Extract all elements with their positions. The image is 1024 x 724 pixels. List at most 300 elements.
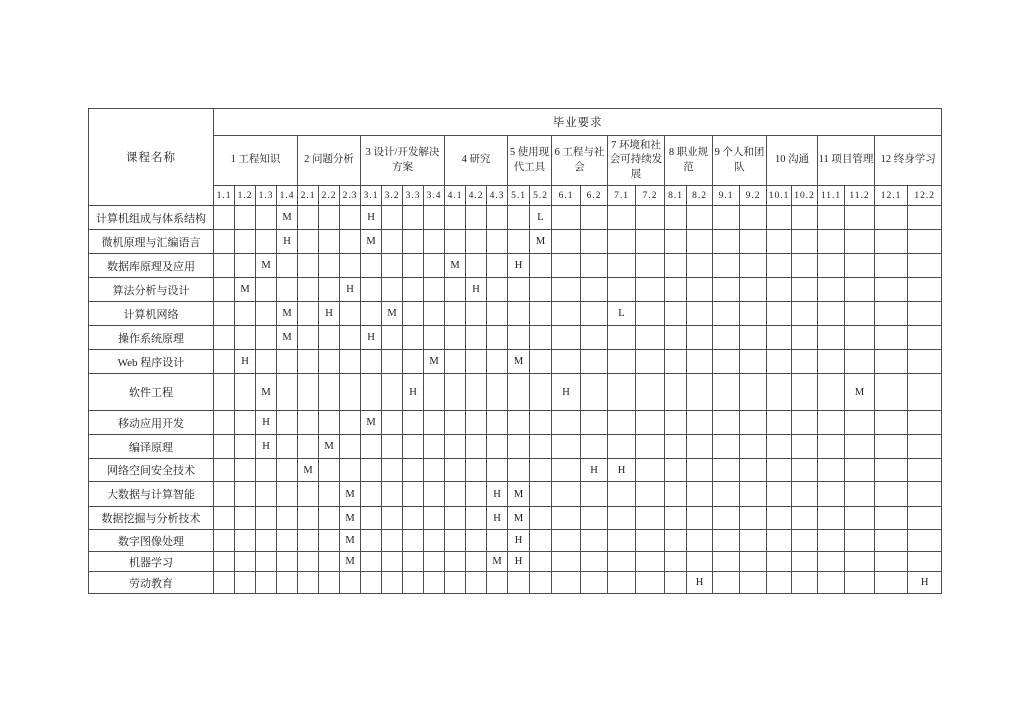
empty-cell-6.1 xyxy=(552,552,581,572)
mark-cell-4.3: H xyxy=(487,507,508,530)
empty-cell-10.2 xyxy=(792,254,818,278)
empty-cell-4.3 xyxy=(487,230,508,254)
empty-cell-10.1 xyxy=(767,206,792,230)
empty-cell-2.3 xyxy=(340,254,361,278)
empty-cell-7.2 xyxy=(636,507,665,530)
empty-cell-11.2 xyxy=(845,459,875,482)
empty-cell-5.2 xyxy=(530,411,552,435)
empty-cell-2.2 xyxy=(319,482,340,507)
empty-cell-1.1 xyxy=(214,374,235,411)
empty-cell-6.1 xyxy=(552,326,581,350)
empty-cell-4.1 xyxy=(445,482,466,507)
empty-cell-11.2 xyxy=(845,552,875,572)
requirement-group-header-11: 11 项目管理 xyxy=(818,136,875,186)
empty-cell-8.1 xyxy=(665,350,687,374)
empty-cell-7.2 xyxy=(636,254,665,278)
empty-cell-1.1 xyxy=(214,530,235,552)
requirement-index-4.1: 4.1 xyxy=(445,186,466,206)
empty-cell-12.1 xyxy=(875,411,908,435)
empty-cell-11.1 xyxy=(818,482,845,507)
requirement-group-header-10: 10 沟通 xyxy=(767,136,818,186)
empty-cell-4.3 xyxy=(487,572,508,594)
empty-cell-8.1 xyxy=(665,374,687,411)
empty-cell-3.1 xyxy=(361,374,382,411)
empty-cell-1.2 xyxy=(235,411,256,435)
empty-cell-12.1 xyxy=(875,459,908,482)
empty-cell-7.2 xyxy=(636,459,665,482)
empty-cell-10.1 xyxy=(767,350,792,374)
empty-cell-1.3 xyxy=(256,482,277,507)
empty-cell-11.2 xyxy=(845,572,875,594)
course-name-cell: 机器学习 xyxy=(89,552,214,572)
empty-cell-10.1 xyxy=(767,572,792,594)
empty-cell-11.1 xyxy=(818,572,845,594)
empty-cell-9.2 xyxy=(740,530,767,552)
empty-cell-4.2 xyxy=(466,350,487,374)
requirement-index-10.1: 10.1 xyxy=(767,186,792,206)
empty-cell-2.3 xyxy=(340,206,361,230)
requirement-group-header-9: 9 个人和团队 xyxy=(713,136,767,186)
mark-cell-5.1: H xyxy=(508,552,530,572)
empty-cell-12.2 xyxy=(908,459,942,482)
empty-cell-5.2 xyxy=(530,350,552,374)
requirement-group-header-5: 5 使用现代工具 xyxy=(508,136,552,186)
empty-cell-10.2 xyxy=(792,350,818,374)
empty-cell-2.1 xyxy=(298,254,319,278)
empty-cell-2.1 xyxy=(298,230,319,254)
empty-cell-11.1 xyxy=(818,326,845,350)
empty-cell-7.1 xyxy=(608,206,636,230)
requirement-index-9.1: 9.1 xyxy=(713,186,740,206)
empty-cell-3.4 xyxy=(424,411,445,435)
empty-cell-12.1 xyxy=(875,254,908,278)
mark-cell-1.4: M xyxy=(277,302,298,326)
empty-cell-4.2 xyxy=(466,435,487,459)
course-name-cell: 大数据与计算智能 xyxy=(89,482,214,507)
empty-cell-9.1 xyxy=(713,206,740,230)
empty-cell-7.2 xyxy=(636,350,665,374)
empty-cell-2.3 xyxy=(340,302,361,326)
course-name-cell: 算法分析与设计 xyxy=(89,278,214,302)
mark-cell-5.1: M xyxy=(508,350,530,374)
empty-cell-1.2 xyxy=(235,507,256,530)
empty-cell-7.2 xyxy=(636,435,665,459)
empty-cell-3.2 xyxy=(382,552,403,572)
course-row xyxy=(89,435,942,459)
empty-cell-3.1 xyxy=(361,278,382,302)
empty-cell-10.1 xyxy=(767,326,792,350)
empty-cell-12.2 xyxy=(908,435,942,459)
mark-cell-1.2: H xyxy=(235,350,256,374)
empty-cell-3.4 xyxy=(424,230,445,254)
empty-cell-4.1 xyxy=(445,206,466,230)
empty-cell-10.1 xyxy=(767,302,792,326)
empty-cell-8.1 xyxy=(665,507,687,530)
empty-cell-8.1 xyxy=(665,572,687,594)
requirement-index-4.3: 4.3 xyxy=(487,186,508,206)
empty-cell-4.2 xyxy=(466,326,487,350)
requirement-index-12.2: 12.2 xyxy=(908,186,942,206)
empty-cell-4.1 xyxy=(445,530,466,552)
empty-cell-11.1 xyxy=(818,206,845,230)
empty-cell-1.3 xyxy=(256,572,277,594)
mark-cell-4.1: M xyxy=(445,254,466,278)
mark-cell-3.1: M xyxy=(361,230,382,254)
empty-cell-12.2 xyxy=(908,278,942,302)
course-row xyxy=(89,411,942,435)
course-name-cell: 操作系统原理 xyxy=(89,326,214,350)
empty-cell-12.2 xyxy=(908,206,942,230)
empty-cell-3.2 xyxy=(382,572,403,594)
empty-cell-12.2 xyxy=(908,552,942,572)
empty-cell-9.2 xyxy=(740,254,767,278)
empty-cell-1.2 xyxy=(235,326,256,350)
empty-cell-7.2 xyxy=(636,552,665,572)
empty-cell-3.4 xyxy=(424,459,445,482)
empty-cell-1.1 xyxy=(214,411,235,435)
empty-cell-9.1 xyxy=(713,459,740,482)
empty-cell-4.2 xyxy=(466,411,487,435)
empty-cell-2.1 xyxy=(298,302,319,326)
empty-cell-3.1 xyxy=(361,350,382,374)
empty-cell-5.1 xyxy=(508,459,530,482)
empty-cell-11.1 xyxy=(818,507,845,530)
mark-cell-8.2: H xyxy=(687,572,713,594)
empty-cell-4.3 xyxy=(487,278,508,302)
empty-cell-8.2 xyxy=(687,435,713,459)
empty-cell-1.2 xyxy=(235,482,256,507)
empty-cell-1.4 xyxy=(277,459,298,482)
empty-cell-11.1 xyxy=(818,350,845,374)
empty-cell-11.1 xyxy=(818,302,845,326)
empty-cell-5.2 xyxy=(530,278,552,302)
empty-cell-11.2 xyxy=(845,302,875,326)
empty-cell-1.3 xyxy=(256,206,277,230)
empty-cell-1.1 xyxy=(214,326,235,350)
empty-cell-7.1 xyxy=(608,230,636,254)
empty-cell-3.2 xyxy=(382,350,403,374)
empty-cell-4.2 xyxy=(466,254,487,278)
mark-cell-1.4: M xyxy=(277,326,298,350)
course-row xyxy=(89,507,942,530)
empty-cell-4.1 xyxy=(445,278,466,302)
empty-cell-8.2 xyxy=(687,206,713,230)
mark-cell-4.3: M xyxy=(487,552,508,572)
empty-cell-3.2 xyxy=(382,411,403,435)
requirement-index-6.2: 6.2 xyxy=(581,186,608,206)
empty-cell-4.3 xyxy=(487,350,508,374)
empty-cell-6.1 xyxy=(552,459,581,482)
mark-cell-1.2: M xyxy=(235,278,256,302)
empty-cell-12.1 xyxy=(875,435,908,459)
empty-cell-12.1 xyxy=(875,374,908,411)
empty-cell-11.2 xyxy=(845,482,875,507)
empty-cell-9.2 xyxy=(740,552,767,572)
requirement-index-9.2: 9.2 xyxy=(740,186,767,206)
empty-cell-12.2 xyxy=(908,326,942,350)
empty-cell-4.2 xyxy=(466,374,487,411)
empty-cell-6.2 xyxy=(581,302,608,326)
empty-cell-4.1 xyxy=(445,552,466,572)
empty-cell-4.2 xyxy=(466,302,487,326)
empty-cell-11.2 xyxy=(845,350,875,374)
empty-cell-3.1 xyxy=(361,302,382,326)
empty-cell-6.1 xyxy=(552,350,581,374)
empty-cell-10.1 xyxy=(767,435,792,459)
mark-cell-2.3: M xyxy=(340,552,361,572)
empty-cell-11.1 xyxy=(818,230,845,254)
empty-cell-8.2 xyxy=(687,411,713,435)
requirement-index-7.1: 7.1 xyxy=(608,186,636,206)
empty-cell-9.2 xyxy=(740,326,767,350)
empty-cell-6.2 xyxy=(581,572,608,594)
empty-cell-6.2 xyxy=(581,552,608,572)
empty-cell-3.2 xyxy=(382,482,403,507)
course-row xyxy=(89,374,942,411)
empty-cell-2.1 xyxy=(298,350,319,374)
empty-cell-12.2 xyxy=(908,411,942,435)
empty-cell-9.1 xyxy=(713,374,740,411)
course-name-cell: 编译原理 xyxy=(89,435,214,459)
requirement-index-1.1: 1.1 xyxy=(214,186,235,206)
empty-cell-3.3 xyxy=(403,230,424,254)
empty-cell-7.1 xyxy=(608,254,636,278)
empty-cell-1.3 xyxy=(256,326,277,350)
mark-cell-2.2: M xyxy=(319,435,340,459)
empty-cell-7.1 xyxy=(608,278,636,302)
empty-cell-10.2 xyxy=(792,302,818,326)
mark-cell-6.1: H xyxy=(552,374,581,411)
requirement-index-5.2: 5.2 xyxy=(530,186,552,206)
empty-cell-3.1 xyxy=(361,572,382,594)
mark-cell-3.1: H xyxy=(361,326,382,350)
mark-cell-12.2: H xyxy=(908,572,942,594)
empty-cell-4.3 xyxy=(487,459,508,482)
empty-cell-3.4 xyxy=(424,435,445,459)
requirement-group-header-3: 3 设计/开发解决方案 xyxy=(361,136,445,186)
empty-cell-5.2 xyxy=(530,374,552,411)
empty-cell-8.2 xyxy=(687,230,713,254)
empty-cell-11.2 xyxy=(845,435,875,459)
requirement-index-1.4: 1.4 xyxy=(277,186,298,206)
empty-cell-12.1 xyxy=(875,572,908,594)
requirement-group-header-8: 8 职业规范 xyxy=(665,136,713,186)
requirement-index-1.3: 1.3 xyxy=(256,186,277,206)
empty-cell-11.1 xyxy=(818,435,845,459)
empty-cell-5.2 xyxy=(530,326,552,350)
empty-cell-9.1 xyxy=(713,482,740,507)
mark-cell-6.2: H xyxy=(581,459,608,482)
empty-cell-7.1 xyxy=(608,326,636,350)
empty-cell-1.2 xyxy=(235,374,256,411)
empty-cell-9.2 xyxy=(740,278,767,302)
empty-cell-1.4 xyxy=(277,530,298,552)
empty-cell-4.3 xyxy=(487,206,508,230)
empty-cell-11.2 xyxy=(845,411,875,435)
course-row xyxy=(89,254,942,278)
empty-cell-2.2 xyxy=(319,530,340,552)
empty-cell-2.1 xyxy=(298,507,319,530)
course-rows xyxy=(89,206,942,594)
empty-cell-6.2 xyxy=(581,206,608,230)
empty-cell-7.1 xyxy=(608,435,636,459)
empty-cell-2.2 xyxy=(319,552,340,572)
mark-cell-1.3: H xyxy=(256,435,277,459)
mark-cell-2.3: M xyxy=(340,482,361,507)
course-name-cell: 数字图像处理 xyxy=(89,530,214,552)
empty-cell-4.1 xyxy=(445,435,466,459)
empty-cell-9.1 xyxy=(713,411,740,435)
empty-cell-4.2 xyxy=(466,482,487,507)
requirement-group-header-7: 7 环境和社会可持续发展 xyxy=(608,136,665,186)
mark-cell-11.2: M xyxy=(845,374,875,411)
empty-cell-12.2 xyxy=(908,374,942,411)
empty-cell-5.2 xyxy=(530,302,552,326)
empty-cell-4.1 xyxy=(445,374,466,411)
empty-cell-8.2 xyxy=(687,254,713,278)
requirement-index-3.3: 3.3 xyxy=(403,186,424,206)
mark-cell-5.1: H xyxy=(508,254,530,278)
course-name-cell: 计算机网络 xyxy=(89,302,214,326)
empty-cell-4.3 xyxy=(487,530,508,552)
empty-cell-8.1 xyxy=(665,459,687,482)
empty-cell-1.1 xyxy=(214,482,235,507)
empty-cell-2.1 xyxy=(298,572,319,594)
course-row xyxy=(89,206,942,230)
empty-cell-10.1 xyxy=(767,254,792,278)
empty-cell-4.2 xyxy=(466,530,487,552)
empty-cell-1.3 xyxy=(256,459,277,482)
empty-cell-9.1 xyxy=(713,278,740,302)
empty-cell-3.2 xyxy=(382,374,403,411)
empty-cell-1.3 xyxy=(256,507,277,530)
empty-cell-9.1 xyxy=(713,254,740,278)
mark-cell-1.4: H xyxy=(277,230,298,254)
empty-cell-10.2 xyxy=(792,206,818,230)
empty-cell-9.1 xyxy=(713,552,740,572)
empty-cell-1.2 xyxy=(235,459,256,482)
empty-cell-8.2 xyxy=(687,552,713,572)
requirement-index-11.1: 11.1 xyxy=(818,186,845,206)
empty-cell-1.2 xyxy=(235,530,256,552)
empty-cell-1.1 xyxy=(214,459,235,482)
empty-cell-5.1 xyxy=(508,572,530,594)
graduation-requirements-banner: 毕业要求 xyxy=(214,109,942,136)
empty-cell-4.3 xyxy=(487,302,508,326)
empty-cell-5.1 xyxy=(508,435,530,459)
empty-cell-1.3 xyxy=(256,552,277,572)
empty-cell-4.1 xyxy=(445,572,466,594)
empty-cell-1.4 xyxy=(277,552,298,572)
empty-cell-2.1 xyxy=(298,530,319,552)
empty-cell-7.1 xyxy=(608,572,636,594)
empty-cell-11.1 xyxy=(818,278,845,302)
empty-cell-8.1 xyxy=(665,326,687,350)
requirement-group-header-12: 12 终身学习 xyxy=(875,136,942,186)
empty-cell-3.1 xyxy=(361,459,382,482)
empty-cell-7.2 xyxy=(636,572,665,594)
empty-cell-7.2 xyxy=(636,530,665,552)
mark-cell-2.3: M xyxy=(340,530,361,552)
empty-cell-4.1 xyxy=(445,302,466,326)
empty-cell-12.2 xyxy=(908,482,942,507)
empty-cell-3.3 xyxy=(403,552,424,572)
mark-cell-3.2: M xyxy=(382,302,403,326)
empty-cell-2.2 xyxy=(319,374,340,411)
empty-cell-7.1 xyxy=(608,411,636,435)
empty-cell-1.4 xyxy=(277,572,298,594)
empty-cell-9.2 xyxy=(740,507,767,530)
empty-cell-2.2 xyxy=(319,350,340,374)
empty-cell-5.1 xyxy=(508,230,530,254)
empty-cell-8.1 xyxy=(665,254,687,278)
empty-cell-7.2 xyxy=(636,482,665,507)
empty-cell-1.4 xyxy=(277,350,298,374)
empty-cell-1.4 xyxy=(277,482,298,507)
requirement-group-header-4: 4 研究 xyxy=(445,136,508,186)
empty-cell-4.1 xyxy=(445,507,466,530)
empty-cell-8.1 xyxy=(665,530,687,552)
course-name-cell: 微机原理与汇编语言 xyxy=(89,230,214,254)
requirement-index-12.1: 12.1 xyxy=(875,186,908,206)
requirement-index-8.2: 8.2 xyxy=(687,186,713,206)
course-name-cell: 移动应用开发 xyxy=(89,411,214,435)
empty-cell-3.3 xyxy=(403,326,424,350)
requirement-index-row xyxy=(89,186,942,206)
empty-cell-1.1 xyxy=(214,350,235,374)
empty-cell-9.1 xyxy=(713,302,740,326)
empty-cell-4.2 xyxy=(466,459,487,482)
empty-cell-2.2 xyxy=(319,206,340,230)
empty-cell-2.2 xyxy=(319,411,340,435)
empty-cell-8.1 xyxy=(665,552,687,572)
empty-cell-6.1 xyxy=(552,230,581,254)
empty-cell-6.2 xyxy=(581,411,608,435)
empty-cell-10.1 xyxy=(767,459,792,482)
empty-cell-7.1 xyxy=(608,507,636,530)
empty-cell-4.1 xyxy=(445,326,466,350)
empty-cell-3.1 xyxy=(361,507,382,530)
empty-cell-10.2 xyxy=(792,572,818,594)
mark-cell-2.3: H xyxy=(340,278,361,302)
empty-cell-6.1 xyxy=(552,572,581,594)
empty-cell-4.3 xyxy=(487,326,508,350)
empty-cell-6.1 xyxy=(552,482,581,507)
course-row xyxy=(89,326,942,350)
requirement-group-row xyxy=(89,136,942,186)
mark-cell-1.3: M xyxy=(256,374,277,411)
course-name-cell: Web 程序设计 xyxy=(89,350,214,374)
empty-cell-3.3 xyxy=(403,530,424,552)
empty-cell-6.2 xyxy=(581,374,608,411)
empty-cell-7.1 xyxy=(608,482,636,507)
empty-cell-5.2 xyxy=(530,459,552,482)
empty-cell-4.2 xyxy=(466,230,487,254)
empty-cell-2.1 xyxy=(298,482,319,507)
empty-cell-4.2 xyxy=(466,552,487,572)
requirement-index-7.2: 7.2 xyxy=(636,186,665,206)
empty-cell-4.2 xyxy=(466,507,487,530)
empty-cell-11.2 xyxy=(845,507,875,530)
empty-cell-12.2 xyxy=(908,254,942,278)
empty-cell-12.2 xyxy=(908,530,942,552)
empty-cell-3.1 xyxy=(361,552,382,572)
empty-cell-3.4 xyxy=(424,552,445,572)
mark-cell-2.1: M xyxy=(298,459,319,482)
empty-cell-10.1 xyxy=(767,530,792,552)
requirement-index-2.3: 2.3 xyxy=(340,186,361,206)
empty-cell-9.2 xyxy=(740,206,767,230)
